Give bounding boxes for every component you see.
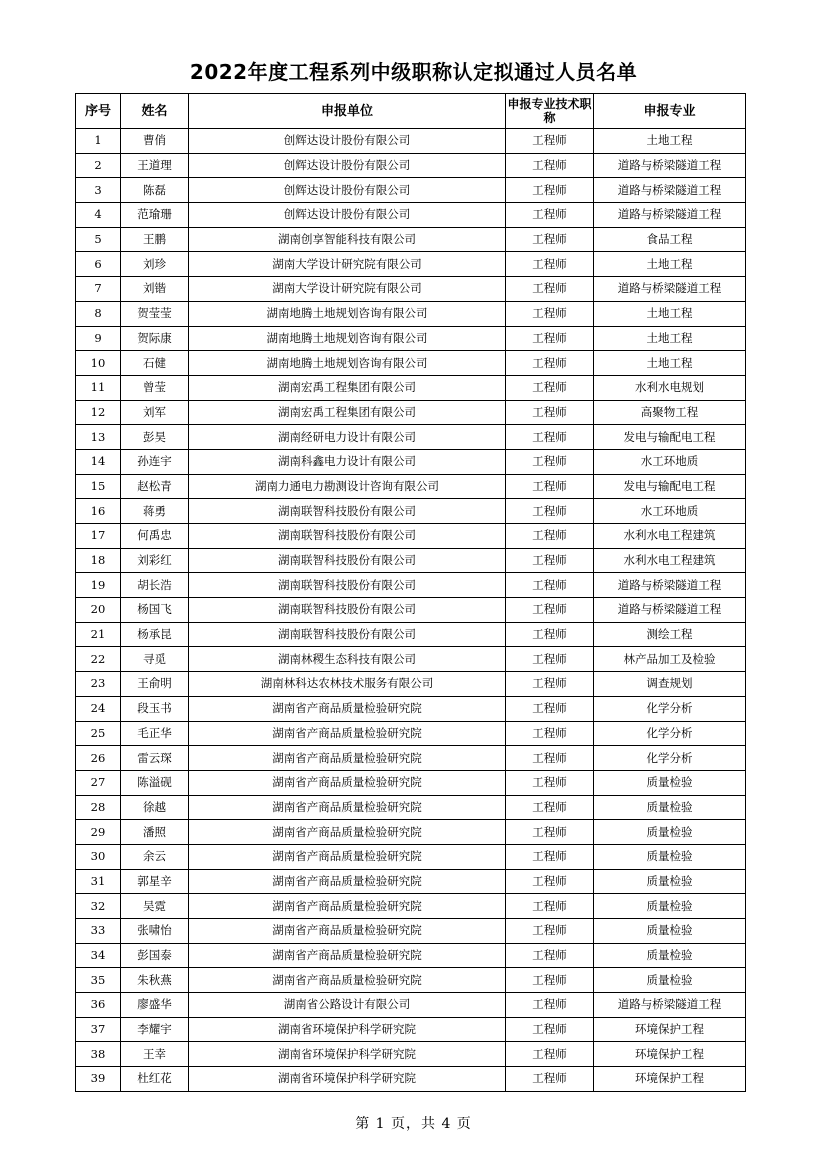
table-row — [76, 894, 746, 919]
cell-index: 35 — [76, 968, 121, 993]
cell-unit: 湖南省产商品质量检验研究院 — [189, 770, 506, 795]
header-unit: 申报单位 — [189, 94, 506, 129]
cell-specialty: 道路与桥梁隧道工程 — [594, 598, 746, 623]
cell-unit: 湖南创享智能科技有限公司 — [189, 227, 506, 252]
cell-unit: 湖南省产商品质量检验研究院 — [189, 746, 506, 771]
cell-name: 胡长浩 — [121, 573, 189, 598]
cell-specialty: 质量检验 — [594, 869, 746, 894]
cell-specialty: 化学分析 — [594, 721, 746, 746]
cell-name: 张啸怡 — [121, 919, 189, 944]
cell-unit: 湖南力通电力勘测设计咨询有限公司 — [189, 474, 506, 499]
cell-unit: 湖南科鑫电力设计有限公司 — [189, 449, 506, 474]
table-row — [76, 869, 746, 894]
table-row — [76, 548, 746, 573]
cell-title: 工程师 — [506, 351, 594, 376]
document-title: 2022年度工程系列中级职称认定拟通过人员名单 — [189, 60, 638, 84]
cell-specialty: 质量检验 — [594, 844, 746, 869]
cell-name: 杨国飞 — [121, 598, 189, 623]
cell-name: 陈溢砚 — [121, 770, 189, 795]
cell-title: 工程师 — [506, 1042, 594, 1067]
cell-title: 工程师 — [506, 400, 594, 425]
cell-specialty: 林产品加工及检验 — [594, 647, 746, 672]
cell-specialty: 质量检验 — [594, 795, 746, 820]
cell-title: 工程师 — [506, 598, 594, 623]
cell-specialty: 土地工程 — [594, 351, 746, 376]
table-row — [76, 524, 746, 549]
cell-title: 工程师 — [506, 696, 594, 721]
cell-name: 段玉书 — [121, 696, 189, 721]
cell-index: 32 — [76, 894, 121, 919]
cell-specialty: 质量检验 — [594, 894, 746, 919]
cell-specialty: 环境保护工程 — [594, 1042, 746, 1067]
cell-unit: 湖南省产商品质量检验研究院 — [189, 894, 506, 919]
cell-specialty: 土地工程 — [594, 301, 746, 326]
cell-index: 33 — [76, 919, 121, 944]
cell-unit: 湖南省公路设计有限公司 — [189, 993, 506, 1018]
cell-title: 工程师 — [506, 993, 594, 1018]
table-row — [76, 968, 746, 993]
cell-unit: 湖南省产商品质量检验研究院 — [189, 844, 506, 869]
header-name: 姓名 — [121, 94, 189, 129]
cell-index: 11 — [76, 375, 121, 400]
cell-unit: 湖南省产商品质量检验研究院 — [189, 919, 506, 944]
table-row — [76, 301, 746, 326]
cell-title: 工程师 — [506, 647, 594, 672]
cell-title: 工程师 — [506, 474, 594, 499]
cell-unit: 湖南林科达农林技术服务有限公司 — [189, 672, 506, 697]
cell-title: 工程师 — [506, 178, 594, 203]
table-row — [76, 795, 746, 820]
cell-index: 30 — [76, 844, 121, 869]
table-row — [76, 844, 746, 869]
table-row — [76, 129, 746, 154]
cell-title: 工程师 — [506, 573, 594, 598]
cell-name: 王幸 — [121, 1042, 189, 1067]
cell-index: 18 — [76, 548, 121, 573]
table-row — [76, 351, 746, 376]
cell-specialty: 水工环地质 — [594, 449, 746, 474]
cell-index: 23 — [76, 672, 121, 697]
cell-name: 徐越 — [121, 795, 189, 820]
cell-specialty: 化学分析 — [594, 746, 746, 771]
table-row — [76, 672, 746, 697]
cell-unit: 湖南联智科技股份有限公司 — [189, 598, 506, 623]
cell-title: 工程师 — [506, 425, 594, 450]
cell-unit: 创辉达设计股份有限公司 — [189, 178, 506, 203]
cell-title: 工程师 — [506, 203, 594, 228]
cell-index: 29 — [76, 820, 121, 845]
cell-title: 工程师 — [506, 894, 594, 919]
cell-unit: 湖南省产商品质量检验研究院 — [189, 795, 506, 820]
cell-specialty: 道路与桥梁隧道工程 — [594, 153, 746, 178]
cell-index: 7 — [76, 277, 121, 302]
cell-index: 4 — [76, 203, 121, 228]
cell-name: 彭昊 — [121, 425, 189, 450]
cell-title: 工程师 — [506, 1067, 594, 1092]
cell-name: 廖盛华 — [121, 993, 189, 1018]
cell-specialty: 质量检验 — [594, 770, 746, 795]
cell-index: 22 — [76, 647, 121, 672]
cell-name: 雷云琛 — [121, 746, 189, 771]
cell-unit: 湖南地腾土地规划咨询有限公司 — [189, 326, 506, 351]
cell-name: 范瑜珊 — [121, 203, 189, 228]
table-row — [76, 227, 746, 252]
cell-index: 34 — [76, 943, 121, 968]
cell-name: 寻觅 — [121, 647, 189, 672]
header-specialty: 申报专业 — [594, 94, 746, 129]
cell-unit: 湖南联智科技股份有限公司 — [189, 499, 506, 524]
cell-specialty: 化学分析 — [594, 696, 746, 721]
cell-unit: 湖南省环境保护科学研究院 — [189, 1017, 506, 1042]
cell-index: 8 — [76, 301, 121, 326]
cell-title: 工程师 — [506, 968, 594, 993]
cell-specialty: 道路与桥梁隧道工程 — [594, 203, 746, 228]
cell-specialty: 水工环地质 — [594, 499, 746, 524]
cell-index: 3 — [76, 178, 121, 203]
cell-unit: 湖南省产商品质量检验研究院 — [189, 869, 506, 894]
cell-title: 工程师 — [506, 721, 594, 746]
cell-title: 工程师 — [506, 1017, 594, 1042]
cell-specialty: 高聚物工程 — [594, 400, 746, 425]
cell-name: 贺际康 — [121, 326, 189, 351]
cell-index: 36 — [76, 993, 121, 1018]
cell-index: 14 — [76, 449, 121, 474]
table-row — [76, 400, 746, 425]
cell-title: 工程师 — [506, 548, 594, 573]
cell-name: 彭国泰 — [121, 943, 189, 968]
cell-specialty: 质量检验 — [594, 919, 746, 944]
header-title: 申报专业技术职称 — [506, 94, 594, 129]
cell-name: 孙连宇 — [121, 449, 189, 474]
cell-name: 潘照 — [121, 820, 189, 845]
cell-name: 蒋勇 — [121, 499, 189, 524]
cell-title: 工程师 — [506, 919, 594, 944]
cell-name: 刘彩红 — [121, 548, 189, 573]
table-row — [76, 647, 746, 672]
cell-title: 工程师 — [506, 770, 594, 795]
cell-title: 工程师 — [506, 277, 594, 302]
cell-name: 李耀宇 — [121, 1017, 189, 1042]
cell-name: 王道理 — [121, 153, 189, 178]
cell-title: 工程师 — [506, 672, 594, 697]
cell-specialty: 水利水电工程建筑 — [594, 524, 746, 549]
cell-name: 朱秋燕 — [121, 968, 189, 993]
table-row — [76, 770, 746, 795]
cell-specialty: 质量检验 — [594, 943, 746, 968]
cell-name: 曹俏 — [121, 129, 189, 154]
table-row — [76, 943, 746, 968]
table-row — [76, 1017, 746, 1042]
cell-unit: 湖南省产商品质量检验研究院 — [189, 696, 506, 721]
cell-specialty: 调查规划 — [594, 672, 746, 697]
cell-name: 曾莹 — [121, 375, 189, 400]
cell-specialty: 食品工程 — [594, 227, 746, 252]
cell-title: 工程师 — [506, 449, 594, 474]
cell-unit: 湖南省产商品质量检验研究院 — [189, 943, 506, 968]
cell-index: 5 — [76, 227, 121, 252]
cell-unit: 湖南大学设计研究院有限公司 — [189, 252, 506, 277]
cell-index: 10 — [76, 351, 121, 376]
cell-unit: 湖南林稷生态科技有限公司 — [189, 647, 506, 672]
cell-index: 24 — [76, 696, 121, 721]
cell-specialty: 水利水电规划 — [594, 375, 746, 400]
table-row — [76, 746, 746, 771]
cell-unit: 湖南地腾土地规划咨询有限公司 — [189, 301, 506, 326]
cell-specialty: 发电与输配电工程 — [594, 425, 746, 450]
cell-index: 38 — [76, 1042, 121, 1067]
cell-unit: 湖南联智科技股份有限公司 — [189, 573, 506, 598]
table-row — [76, 203, 746, 228]
cell-index: 21 — [76, 622, 121, 647]
cell-title: 工程师 — [506, 844, 594, 869]
table-row — [76, 178, 746, 203]
cell-name: 刘锴 — [121, 277, 189, 302]
cell-unit: 湖南省产商品质量检验研究院 — [189, 968, 506, 993]
cell-title: 工程师 — [506, 375, 594, 400]
cell-index: 16 — [76, 499, 121, 524]
table-row — [76, 499, 746, 524]
table-row — [76, 598, 746, 623]
cell-specialty: 土地工程 — [594, 326, 746, 351]
cell-title: 工程师 — [506, 301, 594, 326]
cell-index: 17 — [76, 524, 121, 549]
cell-unit: 湖南省环境保护科学研究院 — [189, 1042, 506, 1067]
table-row — [76, 1042, 746, 1067]
cell-index: 37 — [76, 1017, 121, 1042]
cell-specialty: 道路与桥梁隧道工程 — [594, 993, 746, 1018]
cell-index: 31 — [76, 869, 121, 894]
personnel-table — [75, 93, 746, 1092]
table-row — [76, 993, 746, 1018]
cell-title: 工程师 — [506, 795, 594, 820]
table-row — [76, 721, 746, 746]
cell-title: 工程师 — [506, 820, 594, 845]
table-row — [76, 153, 746, 178]
cell-title: 工程师 — [506, 943, 594, 968]
cell-specialty: 环境保护工程 — [594, 1067, 746, 1092]
cell-unit: 湖南联智科技股份有限公司 — [189, 524, 506, 549]
page-footer: 第 1 页，共 4 页 — [355, 1116, 472, 1132]
cell-index: 1 — [76, 129, 121, 154]
cell-index: 2 — [76, 153, 121, 178]
cell-title: 工程师 — [506, 326, 594, 351]
cell-unit: 湖南省环境保护科学研究院 — [189, 1067, 506, 1092]
table-header-row — [76, 94, 746, 129]
cell-title: 工程师 — [506, 869, 594, 894]
cell-name: 何禹忠 — [121, 524, 189, 549]
table-row — [76, 449, 746, 474]
cell-name: 刘珍 — [121, 252, 189, 277]
cell-index: 25 — [76, 721, 121, 746]
cell-index: 20 — [76, 598, 121, 623]
cell-specialty: 道路与桥梁隧道工程 — [594, 277, 746, 302]
cell-name: 王鹏 — [121, 227, 189, 252]
cell-specialty: 质量检验 — [594, 820, 746, 845]
table-row — [76, 326, 746, 351]
table-row — [76, 919, 746, 944]
table-row — [76, 425, 746, 450]
cell-index: 27 — [76, 770, 121, 795]
cell-index: 15 — [76, 474, 121, 499]
cell-specialty: 测绘工程 — [594, 622, 746, 647]
cell-name: 余云 — [121, 844, 189, 869]
cell-unit: 湖南大学设计研究院有限公司 — [189, 277, 506, 302]
table-row — [76, 474, 746, 499]
cell-index: 6 — [76, 252, 121, 277]
cell-index: 26 — [76, 746, 121, 771]
table-row — [76, 277, 746, 302]
cell-title: 工程师 — [506, 499, 594, 524]
table-row — [76, 252, 746, 277]
cell-unit: 湖南省产商品质量检验研究院 — [189, 820, 506, 845]
cell-specialty: 质量检验 — [594, 968, 746, 993]
cell-name: 毛正华 — [121, 721, 189, 746]
cell-unit: 湖南省产商品质量检验研究院 — [189, 721, 506, 746]
cell-specialty: 土地工程 — [594, 252, 746, 277]
cell-name: 陈磊 — [121, 178, 189, 203]
cell-unit: 湖南联智科技股份有限公司 — [189, 622, 506, 647]
cell-index: 13 — [76, 425, 121, 450]
cell-name: 杜红花 — [121, 1067, 189, 1092]
cell-unit: 湖南地腾土地规划咨询有限公司 — [189, 351, 506, 376]
table-row — [76, 573, 746, 598]
header-index: 序号 — [76, 94, 121, 129]
cell-name: 王俞明 — [121, 672, 189, 697]
cell-unit: 湖南宏禹工程集团有限公司 — [189, 375, 506, 400]
cell-index: 39 — [76, 1067, 121, 1092]
cell-unit: 创辉达设计股份有限公司 — [189, 203, 506, 228]
cell-name: 贺莹莹 — [121, 301, 189, 326]
cell-index: 9 — [76, 326, 121, 351]
cell-unit: 湖南联智科技股份有限公司 — [189, 548, 506, 573]
cell-title: 工程师 — [506, 153, 594, 178]
cell-name: 刘军 — [121, 400, 189, 425]
cell-index: 28 — [76, 795, 121, 820]
cell-title: 工程师 — [506, 746, 594, 771]
cell-unit: 湖南宏禹工程集团有限公司 — [189, 400, 506, 425]
cell-index: 19 — [76, 573, 121, 598]
cell-specialty: 环境保护工程 — [594, 1017, 746, 1042]
cell-title: 工程师 — [506, 622, 594, 647]
cell-title: 工程师 — [506, 129, 594, 154]
table-row — [76, 375, 746, 400]
cell-name: 杨承昆 — [121, 622, 189, 647]
cell-specialty: 土地工程 — [594, 129, 746, 154]
table-row — [76, 622, 746, 647]
cell-title: 工程师 — [506, 524, 594, 549]
cell-name: 石健 — [121, 351, 189, 376]
cell-name: 郭星辛 — [121, 869, 189, 894]
cell-index: 12 — [76, 400, 121, 425]
cell-name: 赵松青 — [121, 474, 189, 499]
cell-specialty: 发电与输配电工程 — [594, 474, 746, 499]
cell-specialty: 道路与桥梁隧道工程 — [594, 573, 746, 598]
cell-unit: 创辉达设计股份有限公司 — [189, 153, 506, 178]
table-row — [76, 820, 746, 845]
cell-specialty: 水利水电工程建筑 — [594, 548, 746, 573]
cell-name: 吴霓 — [121, 894, 189, 919]
table-row — [76, 696, 746, 721]
cell-title: 工程师 — [506, 227, 594, 252]
cell-title: 工程师 — [506, 252, 594, 277]
table-row — [76, 1067, 746, 1092]
cell-specialty: 道路与桥梁隧道工程 — [594, 178, 746, 203]
cell-unit: 创辉达设计股份有限公司 — [189, 129, 506, 154]
cell-unit: 湖南经研电力设计有限公司 — [189, 425, 506, 450]
